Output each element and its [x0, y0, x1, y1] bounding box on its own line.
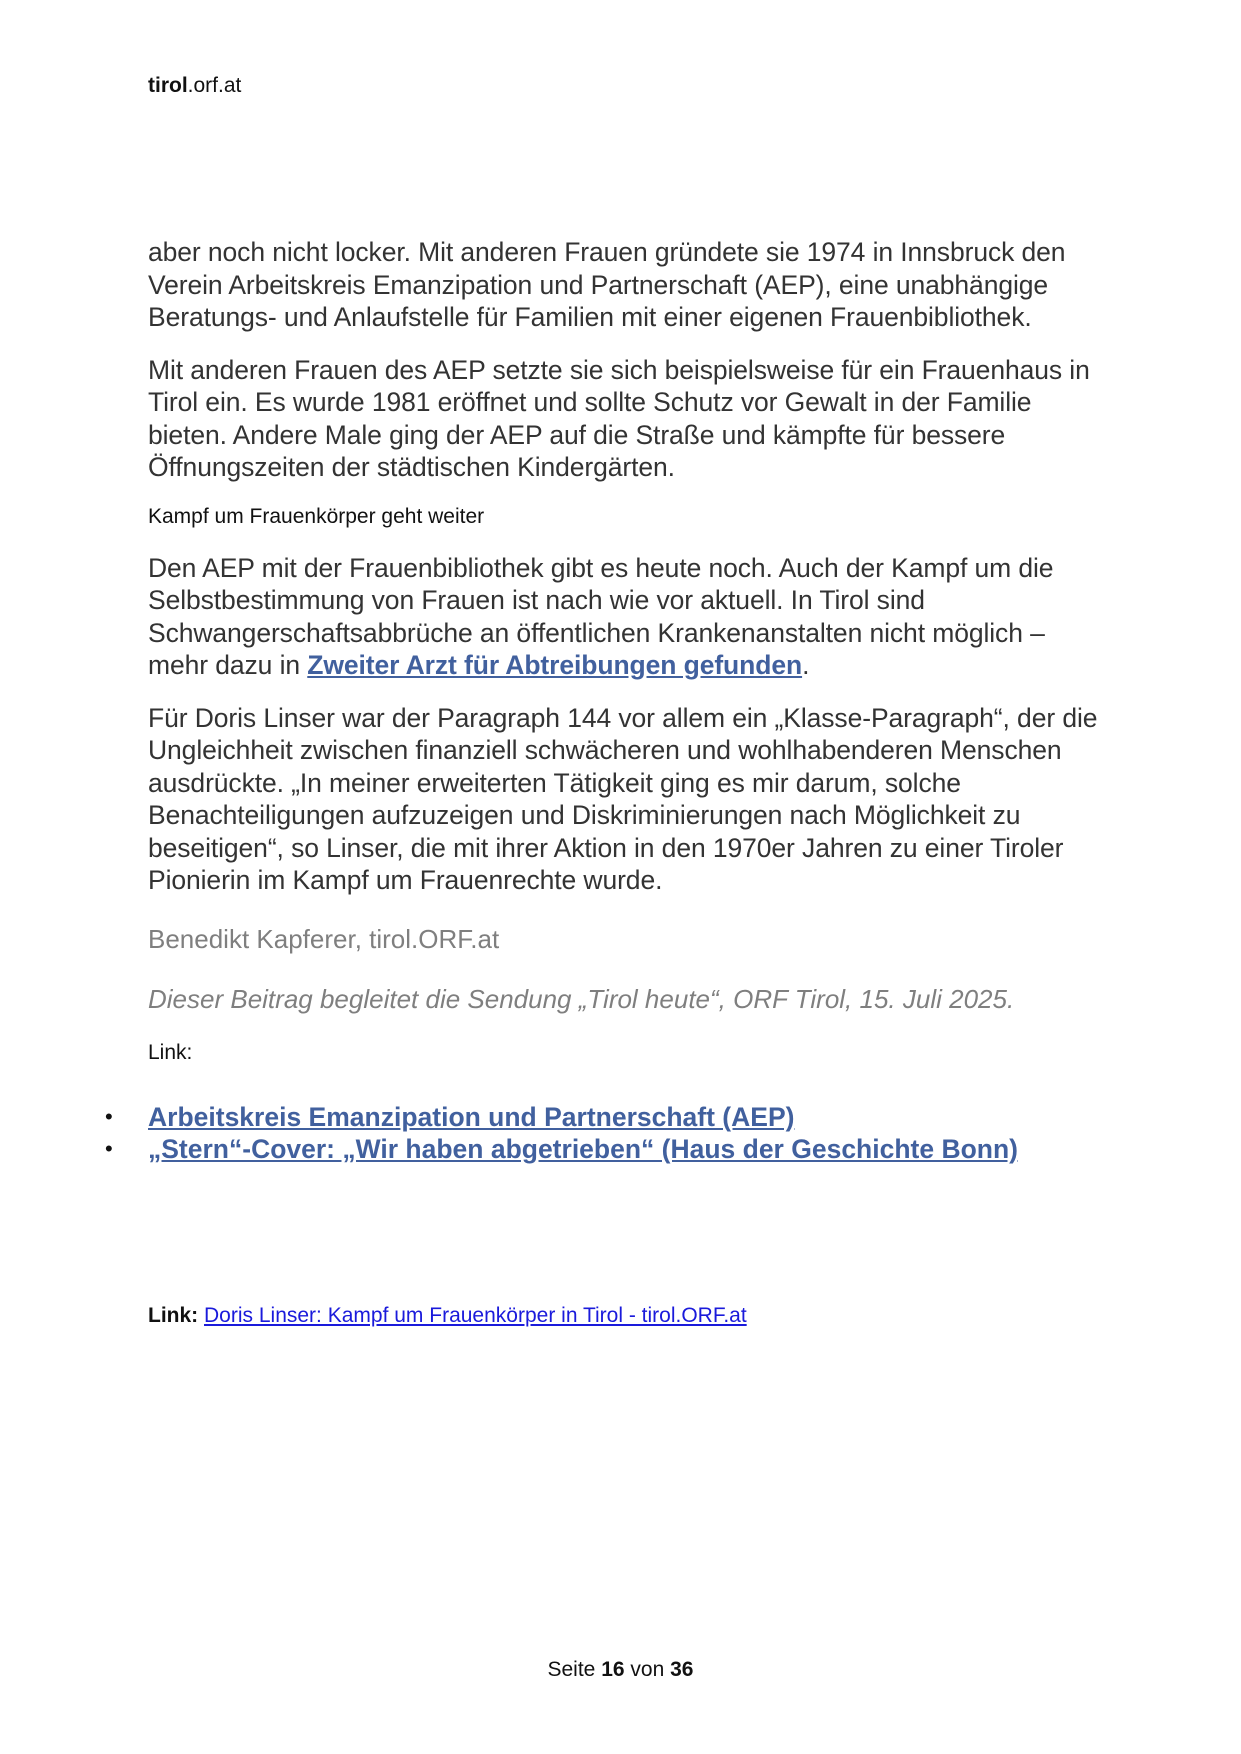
related-links-list	[98, 1101, 1098, 1166]
broadcast-note: Dieser Beitrag begleitet die Sendung „Tirol heute“, ORF Tirol, 15. Juli 2025.	[148, 983, 1015, 1014]
paragraph-4: Für Doris Linser war der Paragraph 144 vor allem ein „Klasse-Paragraph“, der die Ungleichheit zwischen finanziell schwächeren und wohlhabenderen Menschen ausdrückte. „In meiner erweiterten Tätigkeit ging es mir darum, solche Benachteiligungen aufzuzeigen und Diskriminierungen nach Möglichkeit zu beseitigen“, so Linser, die mit ihrer Aktion in den 1970er Jahren zu einer Tiroler Pionierin im Kampf um Frauenrechte wurde.	[148, 702, 1098, 895]
bullet-icon: •	[105, 1136, 113, 1161]
subheading: Kampf um Frauenkörper geht weiter	[148, 504, 485, 528]
page-prefix: Seite	[547, 1658, 596, 1681]
links-label: Link:	[148, 1040, 193, 1064]
article-body	[105, 236, 1098, 1166]
bullet-icon: •	[105, 1103, 113, 1129]
stern-cover-link[interactable]: „Stern“-Cover: „Wir haben abgetrieben“ (Haus der Geschichte Bonn)	[148, 1134, 1018, 1164]
source-article-link[interactable]: Doris Linser: Kampf um Frauenkörper in Tirol - tirol.ORF.at	[204, 1304, 747, 1327]
aep-link[interactable]: Arbeitskreis Emanzipation und Partnerschaft (AEP)	[148, 1101, 795, 1132]
page-total: 36	[670, 1658, 694, 1681]
source-link-label: Link:	[148, 1304, 199, 1327]
paragraph-3-end: .	[802, 650, 810, 680]
site-name-bold: tirol	[148, 74, 188, 97]
page-footer	[0, 1658, 1241, 1682]
paragraph-2: Mit anderen Frauen des AEP setzte sie sich beispielsweise für ein Frauenhaus in Tirol ein. Es wurde 1981 eröffnet und sollte Schutz vor Gewalt in der Familie bieten. Andere Male ging der AEP auf die Straße und kämpfte für bessere Öffnungszeiten der städtischen Kindergärten.	[148, 354, 1090, 482]
site-header	[148, 74, 241, 98]
page-of: von	[630, 1658, 665, 1681]
list-item	[98, 1101, 1098, 1134]
author-byline: Benedikt Kapferer, tirol.ORF.at	[148, 923, 500, 954]
abortion-doctor-link[interactable]: Zweiter Arzt für Abtreibungen gefunden	[307, 650, 803, 680]
paragraph-3-text: Den AEP mit der Frauenbibliothek gibt es heute noch. Auch der Kampf um die Selbstbestimmung von Frauen ist nach wie vor aktuell. In Tirol sind Schwangerschaftsabbrüche an öffentlichen Krankenanstalten nicht möglich – mehr dazu in	[148, 552, 1054, 680]
source-link-row	[148, 1304, 747, 1328]
list-item	[98, 1133, 1098, 1166]
paragraph-1: aber noch nicht locker. Mit anderen Frauen gründete sie 1974 in Innsbruck den Verein Arbeitskreis Emanzipation und Partnerschaft (AEP), eine unabhängige Beratungs- und Anlaufstelle für Familien mit einer eigenen Frauenbibliothek.	[148, 237, 1066, 332]
page-number: 16	[601, 1658, 625, 1681]
paragraph-3	[148, 552, 1098, 682]
site-name-domain: .orf.at	[187, 74, 242, 97]
